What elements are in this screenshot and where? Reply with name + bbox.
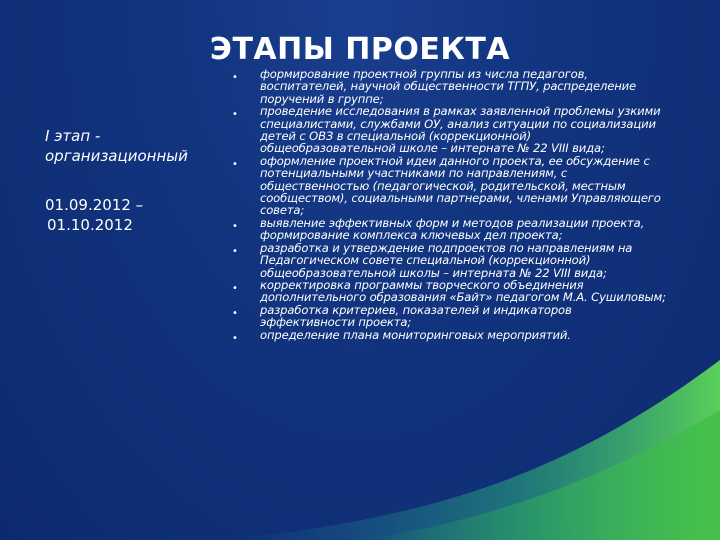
list-item: [226, 242, 666, 279]
list-item-text: разработка критериев, показателей и индикаторов эффективности проекта;: [260, 302, 572, 330]
list-item-text: выявление эффективных форм и методов реализации проекта, формирование комплекса ключевых дел проекта;: [260, 215, 645, 243]
bullet-icon: •: [232, 282, 238, 294]
bullet-icon: •: [232, 72, 238, 83]
list-item-text: проведение исследования в рамках заявленной проблемы узкими специалистами, службами ОУ, анализ ситуации по социализации детей с ОВЗ в специальной (коррекционной) общеобразовательной школе – интернате № 22 VIII вида;: [260, 104, 661, 156]
bullet-icon: •: [232, 307, 238, 319]
bullet-icon: •: [232, 332, 238, 344]
list-item-text: разработка и утверждение подпроектов по направлениям на Педагогическом совете специальной (коррекционной) общеобразовательной школы – интерната № 22 VIII вида;: [260, 240, 633, 280]
list-item-text: определение плана мониторинговых мероприятий.: [260, 327, 571, 342]
bullet-icon: •: [232, 109, 238, 121]
bullet-icon: •: [232, 245, 238, 257]
slide-title: ЭТАПЫ ПРОЕКТА: [209, 32, 511, 67]
start-date: 01.09.2012 –: [45, 196, 144, 214]
list-item: [226, 217, 666, 242]
list-item: [226, 68, 666, 105]
stage-dates: [45, 195, 235, 235]
list-item: [226, 327, 666, 344]
bullet-icon: •: [232, 158, 238, 170]
stage-label: [45, 126, 235, 166]
stage-name: организационный: [45, 147, 188, 165]
bullet-icon: •: [232, 220, 238, 232]
stage-number: I этап -: [45, 127, 101, 145]
list-item-text: формирование проектной группы из числа педагогов, воспитателей, научной общественности ТГПУ, распределение поручений в группе;: [260, 67, 637, 106]
list-item: [226, 279, 666, 304]
tasks-list: [226, 67, 666, 344]
list-item: [226, 304, 666, 329]
list-item: [226, 105, 666, 155]
list-item-text: оформление проектной идеи данного проекта, ее обсуждение с потенциальными участниками по направлениям, с общественностью (педагогической, родительской, местным сообществом), социальными партнерами, членами Управляющего совета;: [260, 153, 661, 218]
end-date: 01.10.2012: [47, 216, 133, 234]
list-item: [226, 155, 666, 217]
list-item-text: корректировка программы творческого объединения дополнительного образования «Байт» педагогом М.А. Сушиловым;: [260, 277, 666, 305]
